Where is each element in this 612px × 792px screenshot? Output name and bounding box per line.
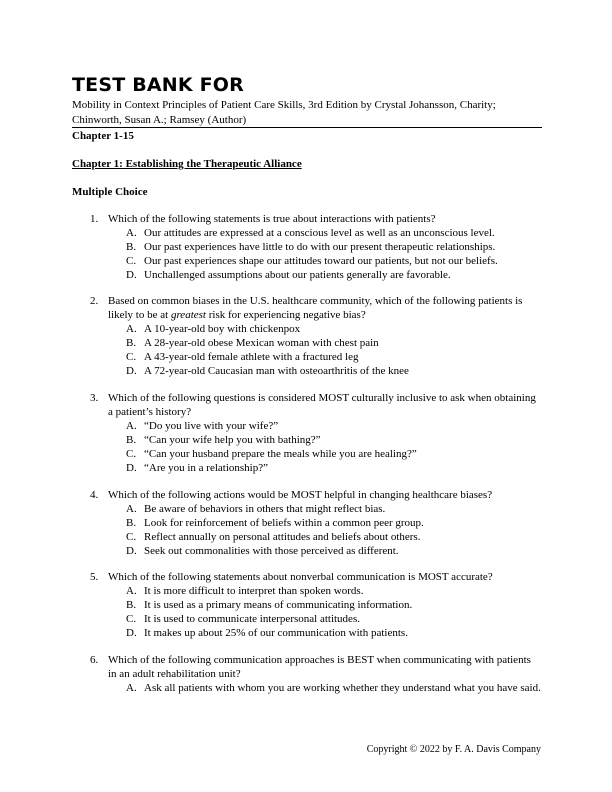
question-text: Which of the following communication approaches is BEST when communicating with patients in an adult rehabilitation unit?	[108, 654, 531, 680]
option-letter: D.	[126, 462, 137, 474]
option-letter: C.	[126, 448, 137, 460]
book-subtitle: Mobility in Context Principles of Patient Care Skills, 3rd Edition by Crystal Johansson, Charity; Chinworth, Susan A.; Ramsey (Author)	[72, 99, 496, 126]
option-letter: D.	[126, 365, 137, 377]
option-a	[126, 322, 542, 336]
option-a	[126, 681, 542, 695]
option-text: “Do you live with your wife?”	[144, 420, 279, 432]
option-letter: B.	[126, 241, 137, 253]
option-letter: D.	[126, 269, 137, 281]
option-list	[126, 226, 542, 282]
question-4	[90, 488, 542, 558]
question-5	[90, 570, 542, 640]
option-letter: A.	[126, 227, 137, 239]
option-letter: A.	[126, 323, 137, 335]
option-text: “Can your wife help you with bathing?”	[144, 434, 321, 446]
option-text: Look for reinforcement of beliefs within a common peer group.	[144, 517, 424, 529]
option-letter: C.	[126, 613, 137, 625]
option-b	[126, 240, 542, 254]
option-d	[126, 544, 542, 558]
option-letter: D.	[126, 545, 137, 557]
option-text: A 72-year-old Caucasian man with osteoarthritis of the knee	[144, 365, 409, 377]
option-text: A 28-year-old obese Mexican woman with chest pain	[144, 337, 379, 349]
question-text-part: Based on common biases in the U.S. healthcare community, which of the following patients is likely to be at	[108, 295, 523, 321]
option-letter: C.	[126, 351, 137, 363]
option-letter: A.	[126, 585, 137, 597]
question-text: Which of the following statements is true about interactions with patients?	[108, 213, 436, 225]
question-number: 5.	[90, 571, 99, 583]
option-letter: B.	[126, 517, 137, 529]
chapter-heading: Chapter 1: Establishing the Therapeutic Alliance	[72, 158, 302, 170]
page-title: TEST BANK FOR	[72, 74, 244, 96]
option-d	[126, 268, 542, 282]
option-text: It is used as a primary means of communicating information.	[144, 599, 413, 611]
option-letter: D.	[126, 627, 137, 639]
option-letter: A.	[126, 420, 137, 432]
option-text: “Are you in a relationship?”	[144, 462, 269, 474]
question-text: Which of the following statements about nonverbal communication is MOST accurate?	[108, 571, 493, 583]
option-text: Reflect annually on personal attitudes and beliefs about others.	[144, 531, 421, 543]
option-list	[126, 419, 542, 475]
option-letter: A.	[126, 682, 137, 694]
question-2	[90, 294, 542, 378]
option-c	[126, 350, 542, 364]
option-letter: A.	[126, 503, 137, 515]
option-a	[126, 584, 542, 598]
copyright-footer: Copyright © 2022 by F. A. Davis Company	[366, 744, 541, 755]
option-text: A 10-year-old boy with chickenpox	[144, 323, 301, 335]
option-letter: B.	[126, 599, 137, 611]
option-text: Ask all patients with whom you are working whether they understand what you have said.	[144, 682, 541, 694]
option-b	[126, 336, 542, 350]
chapter-range: Chapter 1-15	[72, 130, 134, 142]
option-b	[126, 598, 542, 612]
question-6	[90, 653, 542, 695]
option-text: A 43-year-old female athlete with a fractured leg	[144, 351, 359, 363]
option-letter: B.	[126, 337, 137, 349]
question-number: 3.	[90, 392, 99, 404]
section-heading: Multiple Choice	[72, 186, 148, 198]
option-list	[126, 584, 542, 640]
question-number: 6.	[90, 654, 99, 666]
question-text	[108, 294, 542, 322]
question-emphasis: greatest	[170, 309, 206, 321]
question-number: 1.	[90, 213, 99, 225]
option-text: It is more difficult to interpret than spoken words.	[144, 585, 364, 597]
header-divider	[72, 127, 542, 128]
question-text-part: risk for experiencing negative bias?	[205, 309, 366, 321]
option-letter: C.	[126, 255, 137, 267]
option-a	[126, 226, 542, 240]
question-text: Which of the following actions would be MOST helpful in changing healthcare biases?	[108, 489, 493, 501]
question-number: 2.	[90, 295, 99, 307]
option-text: It is used to communicate interpersonal attitudes.	[144, 613, 360, 625]
option-c	[126, 612, 542, 626]
option-letter: B.	[126, 434, 137, 446]
option-b	[126, 516, 542, 530]
option-text: Our attitudes are expressed at a conscious level as well as an unconscious level.	[144, 227, 495, 239]
option-text: Be aware of behaviors in others that might reflect bias.	[144, 503, 386, 515]
option-d	[126, 364, 542, 378]
option-list	[126, 681, 542, 695]
option-text: Seek out commonalities with those perceived as different.	[144, 545, 399, 557]
option-text: Our past experiences shape our attitudes toward our patients, but not our beliefs.	[144, 255, 498, 267]
option-list	[126, 502, 542, 558]
option-text: Unchallenged assumptions about our patients generally are favorable.	[144, 269, 451, 281]
question-number: 4.	[90, 489, 99, 501]
option-b	[126, 433, 542, 447]
option-text: It makes up about 25% of our communication with patients.	[144, 627, 408, 639]
option-a	[126, 419, 542, 433]
option-text: “Can your husband prepare the meals while you are healing?”	[144, 448, 417, 460]
option-c	[126, 447, 542, 461]
option-d	[126, 461, 542, 475]
question-3	[90, 391, 542, 475]
option-text: Our past experiences have little to do with our present therapeutic relationships.	[144, 241, 496, 253]
option-c	[126, 254, 542, 268]
question-1	[90, 212, 542, 282]
option-letter: C.	[126, 531, 137, 543]
question-text: Which of the following questions is considered MOST culturally inclusive to ask when obtaining a patient’s history?	[108, 392, 536, 418]
option-d	[126, 626, 542, 640]
option-a	[126, 502, 542, 516]
option-c	[126, 530, 542, 544]
option-list	[126, 322, 542, 378]
